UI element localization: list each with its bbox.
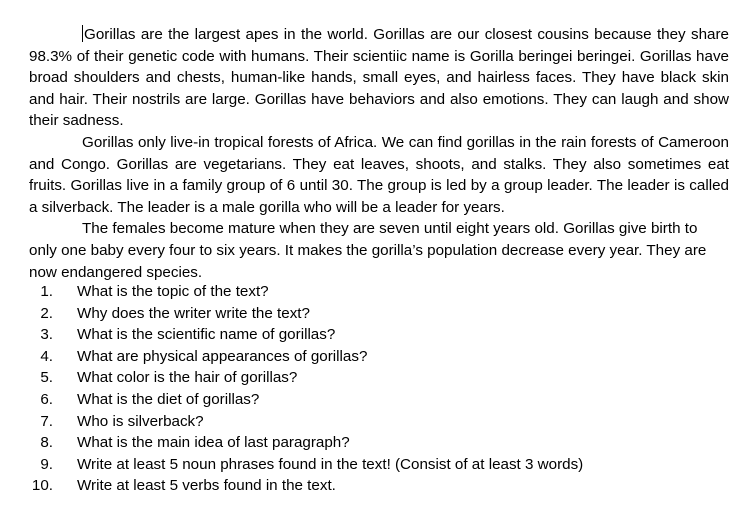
question-number: 5.: [40, 369, 53, 387]
question-item[interactable]: [24, 454, 704, 476]
question-item[interactable]: [24, 346, 704, 368]
question-number: 9.: [40, 455, 53, 473]
paragraph-1-text: Gorillas are the largest apes in the world. Gorillas are our closest cousins because they share 98.3% of their genetic code with humans. Their scientiic name is Gorilla beringei beringei. Gorillas have broad shoulders and chests, human-like hands, small eyes, and hairless faces. They have black skin and hair. Their nostrils are large. Gorillas have behaviors and also emotions. They can laugh and show their sadness.: [29, 26, 729, 130]
question-text: Why does the writer write the text?: [77, 304, 310, 322]
question-item[interactable]: [24, 367, 704, 389]
question-text: What is the diet of gorillas?: [77, 390, 260, 408]
question-item[interactable]: [24, 432, 704, 454]
question-item[interactable]: [24, 475, 704, 497]
question-text: Write at least 5 verbs found in the text.: [77, 477, 336, 495]
question-item[interactable]: [24, 303, 704, 325]
question-number: 7.: [40, 412, 53, 430]
question-list: [24, 281, 704, 497]
question-item[interactable]: [24, 411, 704, 433]
question-text: What is the scientific name of gorillas?: [77, 326, 336, 344]
question-text: What is the main idea of last paragraph?: [77, 434, 350, 452]
question-item[interactable]: [24, 389, 704, 411]
question-number: 2.: [40, 304, 53, 322]
question-item[interactable]: [24, 281, 704, 303]
paragraph-1[interactable]: [29, 24, 729, 132]
question-number: 10.: [31, 477, 53, 495]
paragraph-3[interactable]: The females become mature when they are seven until eight years old. Gorillas give birth to only one baby every four to six years. It makes the gorilla’s population decrease every year. They are now endangered species.: [29, 220, 707, 281]
question-text: What color is the hair of gorillas?: [77, 369, 298, 387]
question-text: Who is silverback?: [77, 412, 204, 430]
text-cursor: [82, 25, 83, 42]
question-item[interactable]: [24, 324, 704, 346]
question-text: What are physical appearances of gorillas?: [77, 347, 368, 365]
question-number: 1.: [40, 283, 53, 300]
question-number: 4.: [40, 347, 53, 365]
question-text: Write at least 5 noun phrases found in the text! (Consist of at least 3 words): [77, 455, 584, 473]
paragraph-2[interactable]: Gorillas only live-in tropical forests of Africa. We can find gorillas in the rain forests of Cameroon and Congo. Gorillas are vegetarians. They eat leaves, shoots, and stalks. They also sometimes eat fruits. Gorillas live in a family group of 6 until 30. The group is led by a group leader. The leader is called a silverback. The leader is a male gorilla who will be a leader for years.: [29, 133, 729, 216]
question-number: 6.: [40, 390, 53, 408]
document-page: [29, 24, 729, 283]
question-number: 3.: [40, 326, 53, 344]
question-text: What is the topic of the text?: [77, 283, 269, 300]
question-number: 8.: [40, 434, 53, 452]
